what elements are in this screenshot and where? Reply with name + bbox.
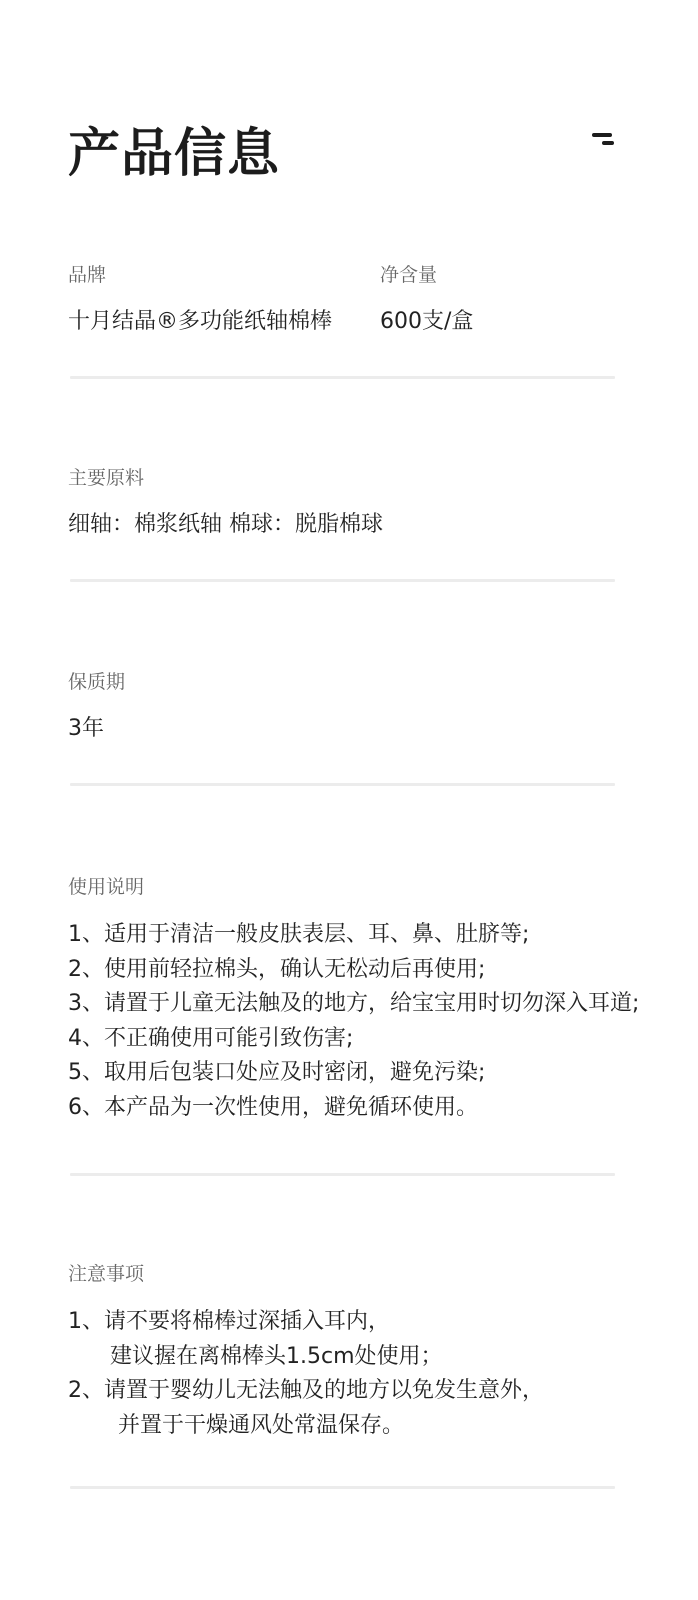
divider	[70, 376, 615, 379]
notes-line: 1、请不要将棉棒过深插入耳内，	[68, 1309, 390, 1334]
shelf-life-label: 保质期	[68, 671, 126, 693]
divider	[70, 1486, 615, 1489]
notes-line: 建议握在离棉棒头1.5cm处使用；	[110, 1343, 443, 1369]
usage-label: 使用说明	[68, 876, 145, 898]
notes-list	[68, 1305, 544, 1443]
ingredients-value: 细轴：棉浆纸轴 棉球：脱脂棉球	[68, 512, 383, 537]
divider	[70, 579, 615, 582]
usage-line: 1、适用于清洁一般皮肤表层、耳、鼻、肚脐等;	[68, 922, 530, 947]
page-title: 产品信息	[68, 124, 281, 184]
usage-list	[68, 918, 639, 1125]
usage-line: 5、取用后包装口处应及时密闭，避免污染;	[68, 1060, 486, 1085]
menu-icon-bar-bottom	[602, 141, 614, 145]
usage-line: 6、本产品为一次性使用，避免循环使用。	[68, 1094, 478, 1120]
net-content-value: 600支/盒	[380, 309, 474, 334]
usage-line: 3、请置于儿童无法触及的地方，给宝宝用时切勿深入耳道;	[68, 991, 640, 1016]
menu-icon[interactable]	[588, 130, 618, 152]
shelf-life-value: 3年	[68, 716, 104, 741]
menu-icon-bar-top	[592, 133, 612, 137]
net-content-label: 净含量	[380, 264, 438, 286]
notes-label: 注意事项	[68, 1263, 145, 1285]
usage-line: 4、不正确使用可能引致伤害;	[68, 1025, 354, 1051]
ingredients-label: 主要原料	[68, 467, 145, 489]
brand-value: 十月结晶®多功能纸轴棉棒	[68, 309, 333, 334]
notes-line: 2、请置于婴幼儿无法触及的地方以免发生意外，	[68, 1378, 544, 1403]
notes-line: 并置于干燥通风处常温保存。	[118, 1412, 405, 1438]
usage-line: 2、使用前轻拉棉头，确认无松动后再使用;	[68, 956, 486, 982]
brand-label: 品牌	[68, 264, 107, 286]
divider	[70, 783, 615, 786]
divider	[70, 1173, 615, 1176]
